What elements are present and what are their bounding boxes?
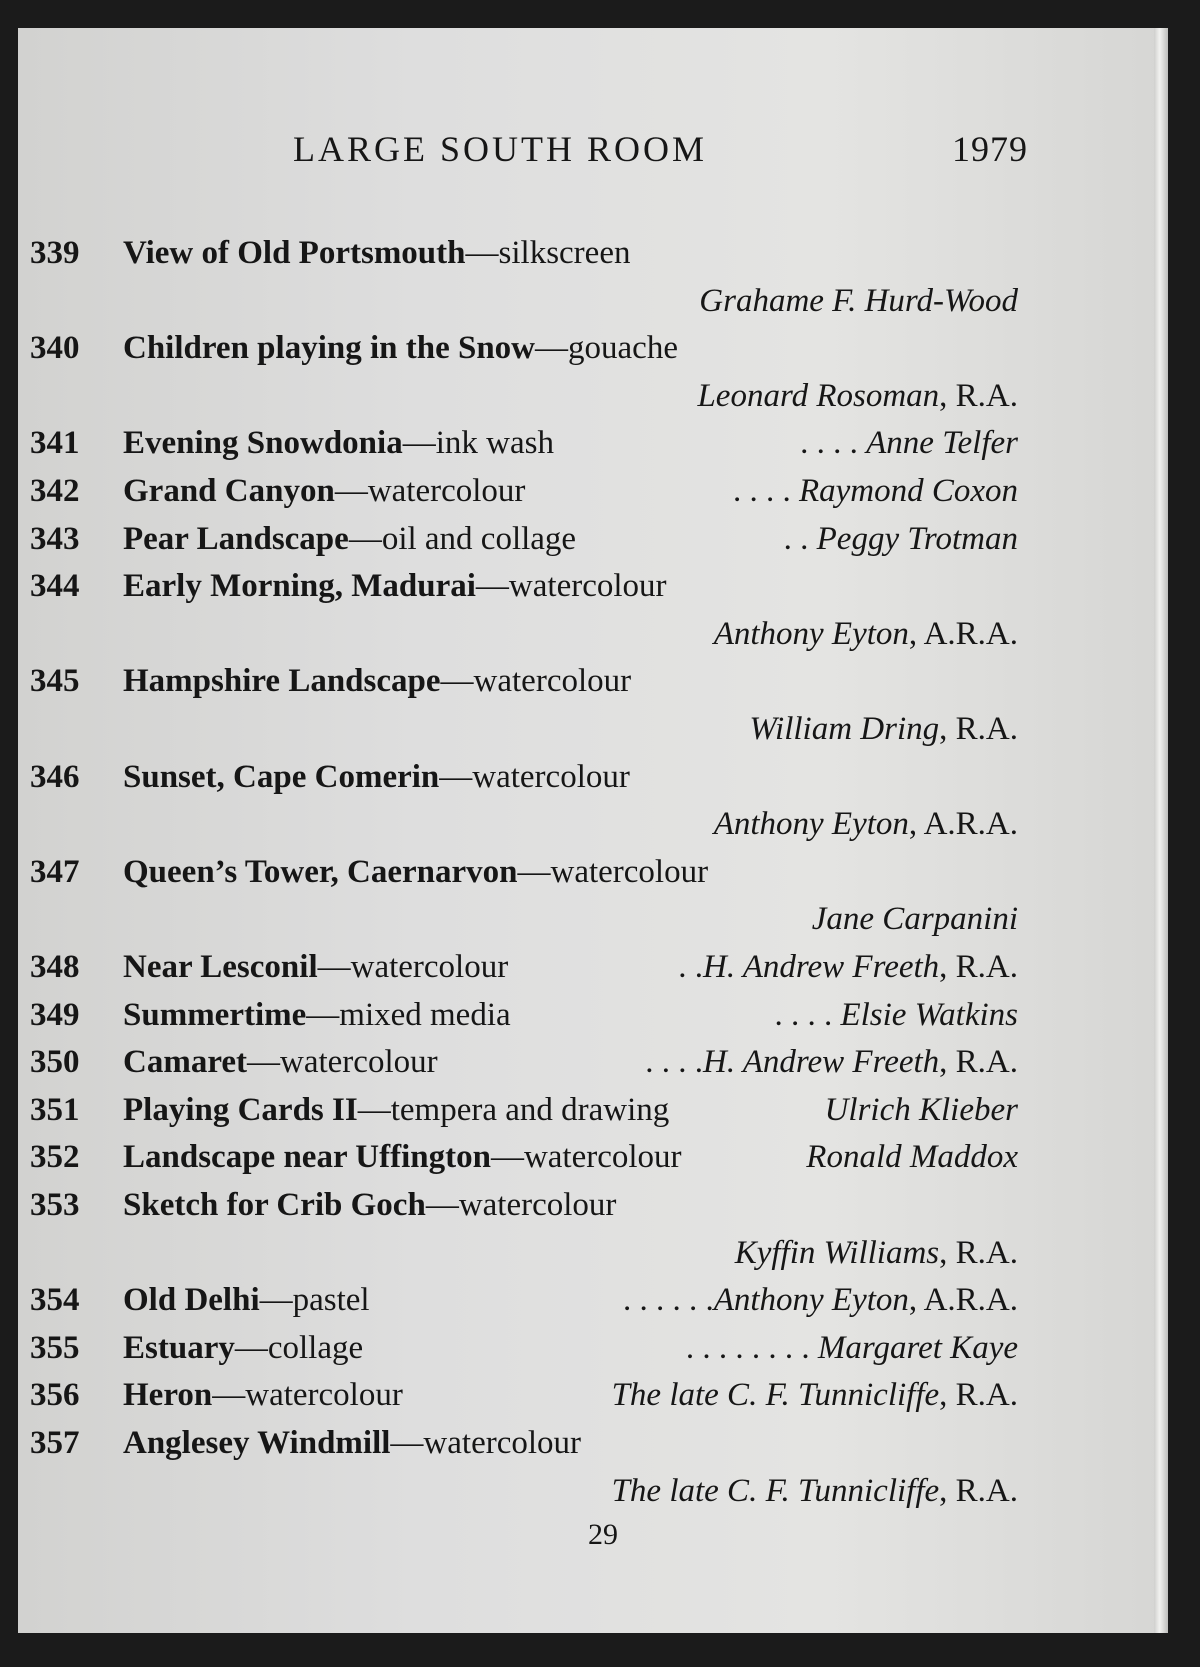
entry-medium: —watercolour [517,853,709,890]
entry-honours: , A.R.A. [908,1282,1018,1319]
entry-title: Near Lesconil [123,949,318,985]
entry-medium: —watercolour [247,1044,438,1081]
entry-title: Sunset, Cape Comerin [123,758,440,795]
entry-artist: Anthony Eyton [713,806,909,843]
catalogue-entry-continuation [18,1468,1168,1514]
entry-number: 339 [30,235,80,271]
entry-title: Landscape near Uffington [123,1139,491,1176]
entry-number: 349 [30,996,80,1033]
entry-artist-block [714,611,1018,657]
entry-artist-block [825,1087,1018,1133]
catalogue-entry [18,563,1168,609]
catalogue-entry [18,849,1168,895]
catalogue-entry [18,1325,1168,1371]
catalogue-entry [18,944,1168,990]
entry-artist: Kyffin Williams [734,1234,940,1271]
entry-artist-block [678,944,1018,990]
entry-leader-dots: . . [678,949,703,985]
entry-number: 356 [30,1377,80,1414]
catalogue-entry [18,1182,1168,1228]
entry-work [123,992,511,1038]
entry-title: Estuary [123,1329,235,1366]
entry-medium: —watercolour [475,568,667,605]
entry-title: Playing Cards II [123,1091,358,1128]
entry-medium: —silkscreen [465,235,631,271]
entry-number: 354 [30,1282,80,1319]
catalogue-entry-continuation [18,278,1168,324]
entry-number: 343 [30,520,80,557]
entry-title: Grand Canyon [123,473,335,509]
entry-artist-block [733,468,1018,514]
page-number: 29 [588,1518,618,1551]
entry-artist-block [697,373,1018,419]
catalogue-entry-continuation [18,896,1168,942]
entry-medium: —collage [234,1329,364,1366]
entry-honours: , R.A. [939,1044,1018,1081]
entry-artist: Raymond Coxon [798,473,1018,509]
entry-medium: —watercolour [440,663,632,700]
entry-medium: —watercolour [212,1377,403,1414]
entry-medium: —tempera and drawing [357,1091,670,1128]
entry-artist: Margaret Kaye [817,1329,1018,1366]
entry-number: 345 [30,663,80,700]
entry-medium: —watercolour [390,1425,582,1461]
entry-artist-block [612,1372,1018,1418]
entry-title: Early Morning, Madurai [123,568,476,605]
catalogue-entry [18,516,1168,562]
entry-work [123,516,576,562]
catalogue-entry-continuation [18,611,1168,657]
entry-honours: , R.A. [939,1472,1018,1509]
entry-artist: Anne Telfer [866,425,1018,462]
entry-title: Queen’s Tower, Caernarvon [123,853,518,890]
entry-title: Hampshire Landscape [123,663,441,700]
entry-artist-block [806,1134,1018,1180]
entry-medium: —watercolour [317,949,509,985]
entry-artist-block [686,1325,1018,1371]
entry-number: 346 [30,758,80,795]
entry-number: 350 [30,1044,80,1081]
entry-leader-dots: . . . . [800,425,867,462]
catalogue-page [18,28,1168,1633]
entry-title: Pear Landscape [123,520,349,557]
entry-artist: Elsie Watkins [840,996,1018,1033]
catalogue-entry-continuation [18,373,1168,419]
catalogue-entry [18,658,1168,704]
catalogue-entry-continuation [18,801,1168,847]
entry-artist: William Dring [749,711,940,747]
entry-work [123,1372,403,1418]
entry-honours: , R.A. [939,1234,1018,1271]
entry-artist: H. Andrew Freeth [703,1044,940,1081]
catalogue-entry [18,230,1168,276]
entry-leader-dots: . . . . [732,473,799,509]
entry-artist: Grahame F. Hurd-Wood [699,282,1018,319]
entry-medium: —pastel [259,1282,370,1319]
entry-artist-block [645,1039,1018,1085]
entry-work [123,563,667,609]
entry-title: Children playing in the Snow [123,330,536,367]
entry-artist-block [699,278,1018,324]
entry-artist-block [623,1277,1018,1323]
entry-artist-block [812,896,1018,942]
entry-number: 357 [30,1425,80,1461]
entry-medium: —watercolour [490,1139,682,1176]
entry-artist: Peggy Trotman [816,520,1018,557]
entry-number: 341 [30,425,80,462]
entry-artist: Anthony Eyton [713,615,909,652]
entry-work [123,944,508,990]
entry-artist-block [714,801,1018,847]
catalogue-entry [18,992,1168,1038]
entry-work [123,230,630,276]
entry-artist: The late C. F. Tunnicliffe [611,1472,940,1509]
catalogue-entry [18,1277,1168,1323]
catalogue-entry [18,754,1168,800]
entry-title: Evening Snowdonia [123,425,403,462]
catalogue-entry [18,1039,1168,1085]
entry-number: 348 [30,949,80,985]
entry-honours: , R.A. [939,711,1018,747]
room-title: LARGE SOUTH ROOM [293,129,708,169]
entry-work [123,1182,616,1228]
entry-artist-block [800,420,1018,466]
entry-artist: Ronald Maddox [806,1139,1018,1176]
entry-medium: —ink wash [402,425,554,462]
entry-medium: —watercolour [439,758,630,795]
entry-work [123,420,554,466]
catalogue-entry [18,1087,1168,1133]
entry-number: 353 [30,1187,80,1223]
entry-leader-dots: . . . . . . [622,1282,714,1319]
entry-number: 355 [30,1329,80,1366]
entry-artist: Ulrich Klieber [824,1091,1018,1128]
catalogue-entry [18,325,1168,371]
entry-medium: —gouache [535,330,678,367]
entry-artist: Leonard Rosoman [697,377,940,414]
entry-medium: —mixed media [306,996,511,1033]
catalogue-entry-continuation [18,706,1168,752]
entry-work [123,1039,438,1085]
entry-work [123,754,630,800]
entry-work [123,325,678,371]
entry-honours: , R.A. [939,1377,1018,1414]
page-header [18,128,1168,188]
entry-number: 351 [30,1091,80,1128]
entry-leader-dots: . . . . . . . . [685,1329,818,1366]
entry-number: 352 [30,1139,80,1176]
entry-artist-block [784,516,1018,562]
entry-artist-block [612,1468,1018,1514]
entry-medium: —watercolour [334,473,526,509]
entry-title: Sketch for Crib Goch [123,1187,426,1223]
catalogue-year: 1979 [952,129,1028,169]
entry-number: 347 [30,853,80,890]
catalogue-entry [18,1420,1168,1466]
entry-title: Camaret [123,1044,248,1081]
entry-title: View of Old Portsmouth [123,235,466,271]
entry-work [123,468,525,514]
entry-work [123,1325,363,1371]
entry-artist-block [735,1230,1018,1276]
entry-work [123,849,708,895]
entry-work [123,1420,581,1466]
entry-leader-dots: . . . . [774,996,841,1033]
entry-honours: , R.A. [939,377,1018,414]
catalogue-entry [18,420,1168,466]
entry-honours: , R.A. [939,949,1018,985]
entry-artist: Jane Carpanini [811,901,1018,938]
entry-title: Old Delhi [123,1282,260,1319]
entry-work [123,658,631,704]
entry-work [123,1134,682,1180]
entry-number: 344 [30,568,80,605]
entry-honours: , A.R.A. [908,806,1018,843]
entry-honours: , A.R.A. [908,615,1018,652]
entry-medium: —watercolour [425,1187,617,1223]
entry-medium: —oil and collage [348,520,577,557]
entry-title: Anglesey Windmill [123,1425,391,1461]
catalogue-entry [18,468,1168,514]
entry-number: 340 [30,330,80,367]
entry-artist-block [749,706,1018,752]
entry-artist: Anthony Eyton [713,1282,909,1319]
entry-title: Heron [123,1377,213,1414]
catalogue-entry [18,1372,1168,1418]
entry-title: Summertime [123,996,307,1033]
entry-artist: The late C. F. Tunnicliffe [611,1377,940,1414]
entry-artist-block [774,992,1018,1038]
catalogue-entry-continuation [18,1230,1168,1276]
entry-leader-dots: . . . . [645,1044,703,1081]
entry-number: 342 [30,473,80,509]
entry-work [123,1087,669,1133]
entry-work [123,1277,370,1323]
entry-leader-dots: . . [783,520,817,557]
catalogue-entry [18,1134,1168,1180]
entry-artist: H. Andrew Freeth [703,949,940,985]
